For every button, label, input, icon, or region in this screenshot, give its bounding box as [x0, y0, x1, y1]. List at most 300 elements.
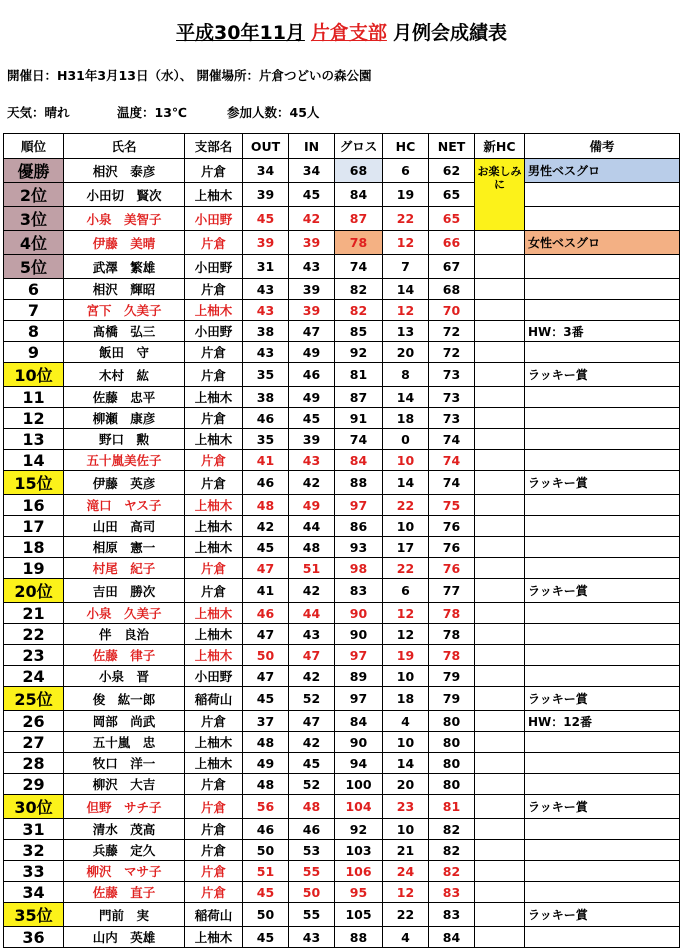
col-net: NET [429, 134, 475, 159]
out-score: 50 [243, 645, 289, 666]
name-cell: 村尾 紀子 [64, 558, 185, 579]
name-cell: 山田 高司 [64, 516, 185, 537]
out-score: 48 [243, 732, 289, 753]
name-cell: 兵藤 定久 [64, 840, 185, 861]
note-cell [525, 516, 680, 537]
note-cell: ラッキー賞 [525, 795, 680, 819]
note-cell [525, 882, 680, 903]
weather-text: 天気：晴れ [7, 105, 70, 120]
in-score: 51 [289, 558, 335, 579]
rank-cell: 7 [4, 300, 64, 321]
net-score: 82 [429, 819, 475, 840]
hc-value: 23 [383, 795, 429, 819]
table-row [4, 450, 680, 471]
name-cell: 柳瀬 康彦 [64, 408, 185, 429]
results-body [4, 159, 680, 948]
branch-cell: 上柚木 [185, 429, 243, 450]
out-score: 46 [243, 471, 289, 495]
new-hc-cell [475, 471, 525, 495]
table-row [4, 207, 680, 231]
net-score: 80 [429, 732, 475, 753]
net-score: 80 [429, 774, 475, 795]
out-score: 39 [243, 183, 289, 207]
gross-score: 106 [335, 861, 383, 882]
note-cell [525, 183, 680, 207]
name-cell: 牧口 洋一 [64, 753, 185, 774]
name-cell: 宮下 久美子 [64, 300, 185, 321]
table-row [4, 363, 680, 387]
hc-value: 20 [383, 342, 429, 363]
out-score: 38 [243, 321, 289, 342]
name-cell: 伊藤 英彦 [64, 471, 185, 495]
out-score: 45 [243, 927, 289, 948]
gross-score: 81 [335, 363, 383, 387]
col-notes: 備考 [525, 134, 680, 159]
hc-value: 19 [383, 183, 429, 207]
net-score: 68 [429, 279, 475, 300]
hc-value: 14 [383, 279, 429, 300]
new-hc-cell [475, 558, 525, 579]
net-score: 67 [429, 255, 475, 279]
branch-cell: 小田野 [185, 255, 243, 279]
hc-value: 12 [383, 603, 429, 624]
in-score: 42 [289, 732, 335, 753]
temperature-text: 温度：13℃ [117, 105, 188, 120]
table-row [4, 687, 680, 711]
name-cell: 但野 サチ子 [64, 795, 185, 819]
rank-cell: 11 [4, 387, 64, 408]
event-date-venue: 開催日：H31年3月13日（水）、 開催場所：片倉つどいの森公園 [7, 68, 372, 83]
name-cell: 門前 実 [64, 903, 185, 927]
note-cell [525, 861, 680, 882]
page-title [0, 18, 683, 45]
table-row [4, 159, 680, 183]
gross-score: 104 [335, 795, 383, 819]
gross-score: 87 [335, 207, 383, 231]
gross-score: 90 [335, 603, 383, 624]
branch-cell: 上柚木 [185, 927, 243, 948]
out-score: 49 [243, 753, 289, 774]
gross-score: 91 [335, 408, 383, 429]
out-score: 43 [243, 342, 289, 363]
in-score: 48 [289, 795, 335, 819]
table-row [4, 183, 680, 207]
note-cell [525, 387, 680, 408]
event-conditions [7, 103, 319, 121]
col-new-hc: 新HC [475, 134, 525, 159]
hc-value: 12 [383, 231, 429, 255]
new-hc-cell [475, 321, 525, 342]
in-score: 42 [289, 579, 335, 603]
net-score: 82 [429, 840, 475, 861]
rank-cell: 33 [4, 861, 64, 882]
name-cell: 伴 良治 [64, 624, 185, 645]
rank-cell: 29 [4, 774, 64, 795]
hc-value: 22 [383, 495, 429, 516]
net-score: 75 [429, 495, 475, 516]
name-cell: 飯田 守 [64, 342, 185, 363]
new-hc-cell [475, 711, 525, 732]
title-branch: 片倉支部 [310, 22, 387, 44]
branch-cell: 片倉 [185, 342, 243, 363]
gross-score: 92 [335, 342, 383, 363]
rank-cell: 24 [4, 666, 64, 687]
gross-score: 85 [335, 321, 383, 342]
new-hc-cell [475, 387, 525, 408]
new-hc-cell [475, 603, 525, 624]
note-cell [525, 300, 680, 321]
net-score: 65 [429, 183, 475, 207]
table-row [4, 321, 680, 342]
hc-value: 14 [383, 753, 429, 774]
branch-cell: 上柚木 [185, 495, 243, 516]
col-name: 氏名 [64, 134, 185, 159]
note-cell [525, 342, 680, 363]
net-score: 82 [429, 861, 475, 882]
table-row [4, 666, 680, 687]
hc-value: 13 [383, 321, 429, 342]
net-score: 72 [429, 321, 475, 342]
net-score: 74 [429, 450, 475, 471]
gross-score: 82 [335, 279, 383, 300]
net-score: 79 [429, 687, 475, 711]
new-hc-cell [475, 495, 525, 516]
rank-cell: 31 [4, 819, 64, 840]
new-hc-note: お楽しみに [475, 159, 525, 231]
new-hc-cell [475, 819, 525, 840]
net-score: 78 [429, 603, 475, 624]
table-row [4, 732, 680, 753]
hc-value: 4 [383, 711, 429, 732]
in-score: 42 [289, 207, 335, 231]
out-score: 35 [243, 429, 289, 450]
table-row [4, 495, 680, 516]
in-score: 34 [289, 159, 335, 183]
table-row [4, 903, 680, 927]
branch-cell: 上柚木 [185, 516, 243, 537]
new-hc-cell [475, 840, 525, 861]
gross-score: 82 [335, 300, 383, 321]
out-score: 45 [243, 687, 289, 711]
gross-score: 83 [335, 579, 383, 603]
gross-score: 98 [335, 558, 383, 579]
rank-cell: 4位 [4, 231, 64, 255]
col-branch: 支部名 [185, 134, 243, 159]
name-cell: 小泉 晋 [64, 666, 185, 687]
hc-value: 22 [383, 558, 429, 579]
branch-cell: 上柚木 [185, 645, 243, 666]
note-cell [525, 450, 680, 471]
in-score: 39 [289, 279, 335, 300]
gross-score: 68 [335, 159, 383, 183]
new-hc-cell [475, 342, 525, 363]
note-cell: ラッキー賞 [525, 363, 680, 387]
hc-value: 10 [383, 732, 429, 753]
name-cell: 小田切 賢次 [64, 183, 185, 207]
new-hc-cell [475, 450, 525, 471]
table-row [4, 231, 680, 255]
hc-value: 10 [383, 666, 429, 687]
out-score: 47 [243, 558, 289, 579]
note-cell [525, 255, 680, 279]
branch-cell: 片倉 [185, 450, 243, 471]
out-score: 42 [243, 516, 289, 537]
hc-value: 0 [383, 429, 429, 450]
out-score: 45 [243, 537, 289, 558]
table-row [4, 579, 680, 603]
table-row [4, 624, 680, 645]
rank-cell: 13 [4, 429, 64, 450]
note-cell [525, 279, 680, 300]
name-cell: 清水 茂高 [64, 819, 185, 840]
name-cell: 相沢 泰彦 [64, 159, 185, 183]
new-hc-cell [475, 363, 525, 387]
net-score: 73 [429, 387, 475, 408]
in-score: 47 [289, 711, 335, 732]
table-row [4, 861, 680, 882]
col-rank: 順位 [4, 134, 64, 159]
out-score: 34 [243, 159, 289, 183]
net-score: 73 [429, 408, 475, 429]
note-cell [525, 840, 680, 861]
net-score: 83 [429, 882, 475, 903]
new-hc-cell [475, 861, 525, 882]
name-cell: 吉田 勝次 [64, 579, 185, 603]
name-cell: 野口 勲 [64, 429, 185, 450]
out-score: 35 [243, 363, 289, 387]
hc-value: 17 [383, 537, 429, 558]
rank-cell: 2位 [4, 183, 64, 207]
results-table [3, 133, 680, 948]
out-score: 38 [243, 387, 289, 408]
net-score: 81 [429, 795, 475, 819]
out-score: 39 [243, 231, 289, 255]
new-hc-cell [475, 732, 525, 753]
out-score: 48 [243, 774, 289, 795]
hc-value: 14 [383, 471, 429, 495]
branch-cell: 片倉 [185, 882, 243, 903]
in-score: 42 [289, 471, 335, 495]
name-cell: 髙橋 弘三 [64, 321, 185, 342]
gross-score: 95 [335, 882, 383, 903]
hc-value: 21 [383, 840, 429, 861]
branch-cell: 上柚木 [185, 300, 243, 321]
new-hc-cell [475, 300, 525, 321]
new-hc-cell [475, 882, 525, 903]
out-score: 31 [243, 255, 289, 279]
branch-cell: 片倉 [185, 840, 243, 861]
note-cell [525, 408, 680, 429]
name-cell: 相沢 輝昭 [64, 279, 185, 300]
branch-cell: 片倉 [185, 579, 243, 603]
new-hc-cell [475, 687, 525, 711]
rank-cell: 34 [4, 882, 64, 903]
new-hc-cell [475, 795, 525, 819]
hc-value: 10 [383, 819, 429, 840]
new-hc-cell [475, 753, 525, 774]
rank-cell: 32 [4, 840, 64, 861]
name-cell: 木村 紘 [64, 363, 185, 387]
gross-score: 100 [335, 774, 383, 795]
gross-score: 90 [335, 732, 383, 753]
gross-score: 88 [335, 927, 383, 948]
net-score: 80 [429, 753, 475, 774]
name-cell: 佐藤 直子 [64, 882, 185, 903]
net-score: 74 [429, 429, 475, 450]
branch-cell: 片倉 [185, 819, 243, 840]
net-score: 74 [429, 471, 475, 495]
in-score: 39 [289, 231, 335, 255]
table-row [4, 711, 680, 732]
out-score: 41 [243, 579, 289, 603]
rank-cell: 8 [4, 321, 64, 342]
net-score: 66 [429, 231, 475, 255]
in-score: 45 [289, 183, 335, 207]
new-hc-cell [475, 516, 525, 537]
note-cell [525, 645, 680, 666]
gross-score: 90 [335, 624, 383, 645]
in-score: 45 [289, 753, 335, 774]
hc-value: 18 [383, 408, 429, 429]
name-cell: 柳沢 大吉 [64, 774, 185, 795]
rank-cell: 15位 [4, 471, 64, 495]
net-score: 70 [429, 300, 475, 321]
branch-cell: 小田野 [185, 207, 243, 231]
note-cell: 女性ベスグロ [525, 231, 680, 255]
rank-cell: 5位 [4, 255, 64, 279]
new-hc-cell [475, 255, 525, 279]
in-score: 50 [289, 882, 335, 903]
in-score: 42 [289, 666, 335, 687]
net-score: 78 [429, 624, 475, 645]
name-cell: 小泉 美智子 [64, 207, 185, 231]
in-score: 43 [289, 255, 335, 279]
hc-value: 4 [383, 927, 429, 948]
table-row [4, 342, 680, 363]
table-row [4, 279, 680, 300]
rank-cell: 6 [4, 279, 64, 300]
in-score: 44 [289, 603, 335, 624]
gross-score: 84 [335, 450, 383, 471]
rank-cell: 20位 [4, 579, 64, 603]
out-score: 50 [243, 903, 289, 927]
gross-score: 86 [335, 516, 383, 537]
rank-cell: 19 [4, 558, 64, 579]
net-score: 84 [429, 927, 475, 948]
rank-cell: 30位 [4, 795, 64, 819]
in-score: 49 [289, 495, 335, 516]
gross-score: 84 [335, 183, 383, 207]
gross-score: 97 [335, 687, 383, 711]
rank-cell: 16 [4, 495, 64, 516]
note-cell [525, 495, 680, 516]
in-score: 45 [289, 408, 335, 429]
branch-cell: 片倉 [185, 279, 243, 300]
name-cell: 佐藤 律子 [64, 645, 185, 666]
title-suffix: 月例会成績表 [392, 22, 507, 44]
hc-value: 14 [383, 387, 429, 408]
rank-cell: 18 [4, 537, 64, 558]
col-out: OUT [243, 134, 289, 159]
header-row [4, 134, 680, 159]
name-cell: 柳沢 マサ子 [64, 861, 185, 882]
rank-cell: 14 [4, 450, 64, 471]
note-cell [525, 207, 680, 231]
rank-cell: 26 [4, 711, 64, 732]
gross-score: 94 [335, 753, 383, 774]
hc-value: 8 [383, 363, 429, 387]
in-score: 46 [289, 819, 335, 840]
note-cell: HW：3番 [525, 321, 680, 342]
note-cell [525, 603, 680, 624]
net-score: 65 [429, 207, 475, 231]
note-cell: 男性ベスグロ [525, 159, 680, 183]
net-score: 72 [429, 342, 475, 363]
out-score: 47 [243, 624, 289, 645]
note-cell [525, 666, 680, 687]
name-cell: 佐藤 忠平 [64, 387, 185, 408]
branch-cell: 上柚木 [185, 537, 243, 558]
new-hc-cell [475, 537, 525, 558]
table-row [4, 255, 680, 279]
rank-cell: 23 [4, 645, 64, 666]
name-cell: 相原 憲一 [64, 537, 185, 558]
new-hc-cell [475, 645, 525, 666]
name-cell: 伊藤 美晴 [64, 231, 185, 255]
table-row [4, 516, 680, 537]
in-score: 43 [289, 624, 335, 645]
rank-cell: 36 [4, 927, 64, 948]
branch-cell: 片倉 [185, 159, 243, 183]
name-cell: 五十嵐 忠 [64, 732, 185, 753]
out-score: 43 [243, 279, 289, 300]
name-cell: 小泉 久美子 [64, 603, 185, 624]
new-hc-cell [475, 408, 525, 429]
in-score: 39 [289, 300, 335, 321]
gross-score: 105 [335, 903, 383, 927]
in-score: 46 [289, 363, 335, 387]
hc-value: 22 [383, 903, 429, 927]
branch-cell: 上柚木 [185, 624, 243, 645]
in-score: 49 [289, 387, 335, 408]
net-score: 73 [429, 363, 475, 387]
hc-value: 6 [383, 159, 429, 183]
branch-cell: 片倉 [185, 231, 243, 255]
out-score: 50 [243, 840, 289, 861]
new-hc-cell [475, 231, 525, 255]
out-score: 37 [243, 711, 289, 732]
hc-value: 12 [383, 624, 429, 645]
rank-cell: 25位 [4, 687, 64, 711]
net-score: 83 [429, 903, 475, 927]
new-hc-cell [475, 927, 525, 948]
note-cell [525, 753, 680, 774]
participants-text: 参加人数：45人 [227, 105, 320, 120]
note-cell [525, 819, 680, 840]
new-hc-cell [475, 774, 525, 795]
out-score: 45 [243, 207, 289, 231]
note-cell: ラッキー賞 [525, 903, 680, 927]
rank-cell: 優勝 [4, 159, 64, 183]
note-cell [525, 537, 680, 558]
gross-score: 97 [335, 645, 383, 666]
out-score: 48 [243, 495, 289, 516]
table-row [4, 471, 680, 495]
note-cell: HW：12番 [525, 711, 680, 732]
net-score: 76 [429, 558, 475, 579]
branch-cell: 小田野 [185, 321, 243, 342]
rank-cell: 9 [4, 342, 64, 363]
